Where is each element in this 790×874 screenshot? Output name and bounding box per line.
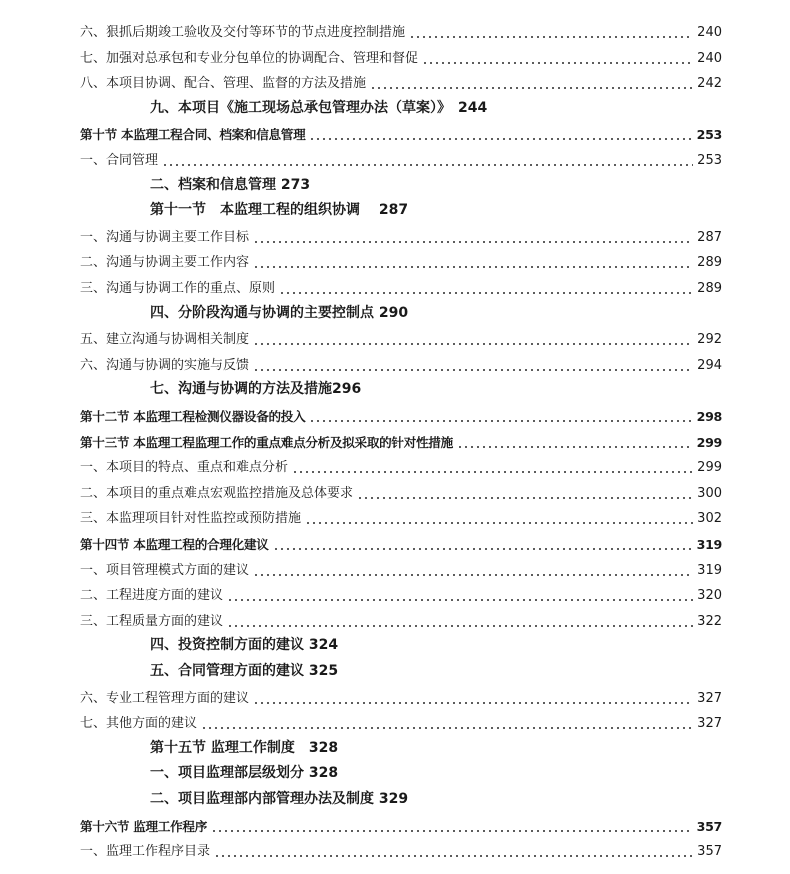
toc-entry-text: 五、建立沟通与协调相关制度	[80, 332, 250, 347]
toc-entry[interactable]	[80, 839, 722, 861]
toc-page-number: 302	[697, 511, 722, 526]
toc-page-number: 242	[697, 76, 722, 91]
dot-leader	[279, 292, 693, 294]
toc-entry-text: 第十一节 本监理工程的组织协调 287	[150, 202, 409, 218]
toc-page-number: 357	[697, 844, 722, 859]
dot-leader	[253, 702, 693, 704]
toc-entry-text: 第十四节 本监理工程的合理化建议	[80, 537, 269, 552]
toc-page-number: 327	[697, 691, 722, 706]
toc-heading-entry[interactable]	[150, 634, 750, 656]
dot-leader	[227, 599, 693, 601]
toc-entry-text: 一、项目管理模式方面的建议	[80, 563, 250, 578]
toc-heading-entry[interactable]	[150, 174, 750, 196]
toc-heading-entry[interactable]	[150, 302, 750, 324]
toc-section-entry[interactable]	[80, 404, 722, 426]
toc-entry[interactable]	[80, 20, 722, 42]
toc-entry-text: 三、沟通与协调工作的重点、原则	[80, 281, 276, 296]
dot-leader	[457, 446, 693, 448]
dot-leader	[370, 87, 693, 89]
toc-section-entry[interactable]	[80, 532, 722, 554]
toc-entry-text: 一、合同管理	[80, 153, 159, 168]
toc-page-number: 299	[696, 435, 722, 450]
dot-leader	[422, 62, 693, 64]
toc-entry-text: 第十三节 本监理工程监理工作的重点难点分析及拟采取的针对性措施	[80, 435, 453, 450]
toc-entry[interactable]	[80, 686, 722, 708]
toc-entry[interactable]	[80, 148, 722, 170]
toc-page-number: 327	[697, 716, 722, 731]
toc-entry-text: 五、合同管理方面的建议 325	[150, 663, 339, 679]
toc-page-number: 289	[697, 255, 722, 270]
toc-entry-text: 二、沟通与协调主要工作内容	[80, 255, 250, 270]
toc-page-number: 322	[697, 614, 722, 629]
toc-entry[interactable]	[80, 71, 722, 93]
toc-entry-text: 六、沟通与协调的实施与反馈	[80, 358, 250, 373]
toc-entry-text: 二、工程进度方面的建议	[80, 588, 224, 603]
toc-page-number: 287	[697, 230, 722, 245]
toc-entry-text: 三、工程质量方面的建议	[80, 614, 224, 629]
dot-leader	[253, 343, 693, 345]
toc-heading-entry[interactable]	[150, 737, 750, 759]
toc-heading-entry[interactable]	[150, 660, 750, 682]
toc-entry-text: 四、分阶段沟通与协调的主要控制点 290	[150, 305, 409, 321]
toc-page-number: 294	[697, 358, 722, 373]
dot-leader	[357, 497, 693, 499]
toc-entry-text: 六、专业工程管理方面的建议	[80, 691, 250, 706]
toc-page-number: 253	[697, 153, 722, 168]
toc-heading-entry[interactable]	[150, 378, 750, 400]
toc-page-number: 300	[697, 486, 722, 501]
toc-entry-text: 第十节 本监理工程合同、档案和信息管理	[80, 127, 306, 142]
toc-section-entry[interactable]	[80, 122, 722, 144]
toc-page-number: 320	[697, 588, 722, 603]
toc-page-number: 292	[697, 332, 722, 347]
toc-page-number: 298	[696, 409, 722, 424]
dot-leader	[253, 266, 693, 268]
toc-entry-text: 第十五节 监理工作制度 328	[150, 740, 339, 756]
toc-heading-entry[interactable]	[150, 788, 750, 810]
toc-entry[interactable]	[80, 455, 722, 477]
toc-section-entry[interactable]	[80, 814, 722, 836]
toc-entry[interactable]	[80, 327, 722, 349]
toc-page-number: 319	[696, 537, 722, 552]
toc-entry[interactable]	[80, 250, 722, 272]
dot-leader	[309, 138, 692, 140]
toc-entry-text: 第十二节 本监理工程检测仪器设备的投入	[80, 409, 306, 424]
toc-entry-text: 四、投资控制方面的建议 324	[150, 637, 339, 653]
toc-entry[interactable]	[80, 558, 722, 580]
toc-entry[interactable]	[80, 711, 722, 733]
toc-heading-entry[interactable]	[150, 199, 750, 221]
dot-leader	[253, 369, 693, 371]
toc-entry-text: 第十六节 监理工作程序	[80, 819, 208, 834]
dot-leader	[162, 164, 693, 166]
dot-leader	[201, 727, 693, 729]
toc-page-number: 357	[696, 819, 722, 834]
toc-entry-text: 一、监理工作程序目录	[80, 844, 211, 859]
toc-entry-text: 一、沟通与协调主要工作目标	[80, 230, 250, 245]
dot-leader	[273, 548, 693, 550]
toc-entry-text: 一、项目监理部层级划分 328	[150, 765, 339, 781]
dot-leader	[253, 241, 693, 243]
toc-entry[interactable]	[80, 481, 722, 503]
toc-entry[interactable]	[80, 583, 722, 605]
dot-leader	[305, 522, 693, 524]
toc-entry-text: 九、本项目《施工现场总承包管理办法（草案）》 244	[150, 100, 488, 116]
dot-leader	[253, 574, 693, 576]
toc-entry-text: 一、本项目的特点、重点和难点分析	[80, 460, 289, 475]
toc-entry-text: 六、狠抓后期竣工验收及交付等环节的节点进度控制措施	[80, 25, 406, 40]
dot-leader	[409, 36, 693, 38]
toc-heading-entry[interactable]	[150, 97, 750, 119]
toc-section-entry[interactable]	[80, 430, 722, 452]
toc-entry[interactable]	[80, 506, 722, 528]
dot-leader	[227, 625, 693, 627]
toc-page-number: 253	[696, 127, 722, 142]
dot-leader	[292, 471, 693, 473]
toc-entry[interactable]	[80, 609, 722, 631]
toc-entry-text: 二、本项目的重点难点宏观监控措施及总体要求	[80, 486, 354, 501]
toc-entry-text: 三、本监理项目针对性监控或预防措施	[80, 511, 302, 526]
toc-entry-text: 七、沟通与协调的方法及措施296	[150, 381, 362, 397]
toc-page-number: 299	[697, 460, 722, 475]
toc-entry-text: 七、其他方面的建议	[80, 716, 198, 731]
toc-page-number: 319	[697, 563, 722, 578]
toc-entry-text: 八、本项目协调、配合、管理、监督的方法及措施	[80, 76, 367, 91]
toc-page-number: 240	[697, 25, 722, 40]
toc-entry-text: 二、项目监理部内部管理办法及制度 329	[150, 791, 409, 807]
toc-entry[interactable]	[80, 46, 722, 68]
toc-page-number: 240	[697, 51, 722, 66]
toc-entry[interactable]	[80, 225, 722, 247]
toc-heading-entry[interactable]	[150, 762, 750, 784]
dot-leader	[309, 420, 692, 422]
toc-entry-text: 七、加强对总承包和专业分包单位的协调配合、管理和督促	[80, 51, 419, 66]
dot-leader	[214, 855, 693, 857]
dot-leader	[211, 830, 693, 832]
toc-entry[interactable]	[80, 276, 722, 298]
toc-page-number: 289	[697, 281, 722, 296]
toc-entry[interactable]	[80, 353, 722, 375]
toc-entry-text: 二、档案和信息管理 273	[150, 177, 311, 193]
